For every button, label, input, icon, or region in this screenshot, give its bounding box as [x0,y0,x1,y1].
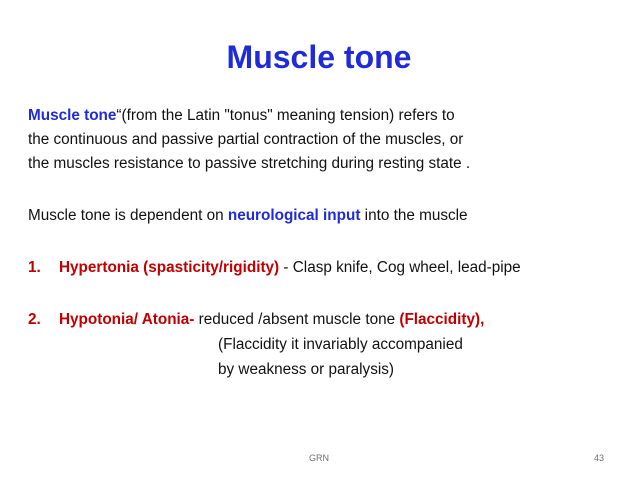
list-item-hypotonia [28,311,484,329]
dependency-line [28,207,468,225]
hypertonia-description: - Clasp knife, Cog wheel, lead-pipe [279,259,521,276]
muscle-tone-term: Muscle tone [28,107,117,124]
hypotonia-continuation-2: by weakness or paralysis) [218,361,394,378]
definition-line-1 [28,107,455,125]
hypotonia-heading: Hypotonia/ Atonia- [59,311,195,328]
list-item-hypertonia [28,259,521,277]
footer-author: GRN [309,453,329,463]
list-number-1: 1. [28,259,41,276]
hypotonia-continuation-1: (Flaccidity it invariably accompanied [218,336,463,353]
hypertonia-heading: Hypertonia (spasticity/rigidity) [59,259,280,276]
page-title: Muscle tone [226,39,412,75]
neurological-input-highlight: neurological input [227,207,361,224]
dependency-suffix: into the muscle [360,207,468,224]
dependency-prefix: Muscle tone is dependent on [28,207,228,224]
hypotonia-description: reduced /absent muscle tone [194,311,400,328]
definition-line-1-text: “(from the Latin "tonus" meaning tension) refers to [116,107,455,124]
page-number: 43 [593,453,604,463]
list-number-2: 2. [28,311,41,328]
flaccidity-highlight: (Flaccidity), [399,311,485,328]
definition-line-3: the muscles resistance to passive stretching during resting state . [28,155,471,172]
definition-line-2: the continuous and passive partial contraction of the muscles, or [28,131,464,148]
